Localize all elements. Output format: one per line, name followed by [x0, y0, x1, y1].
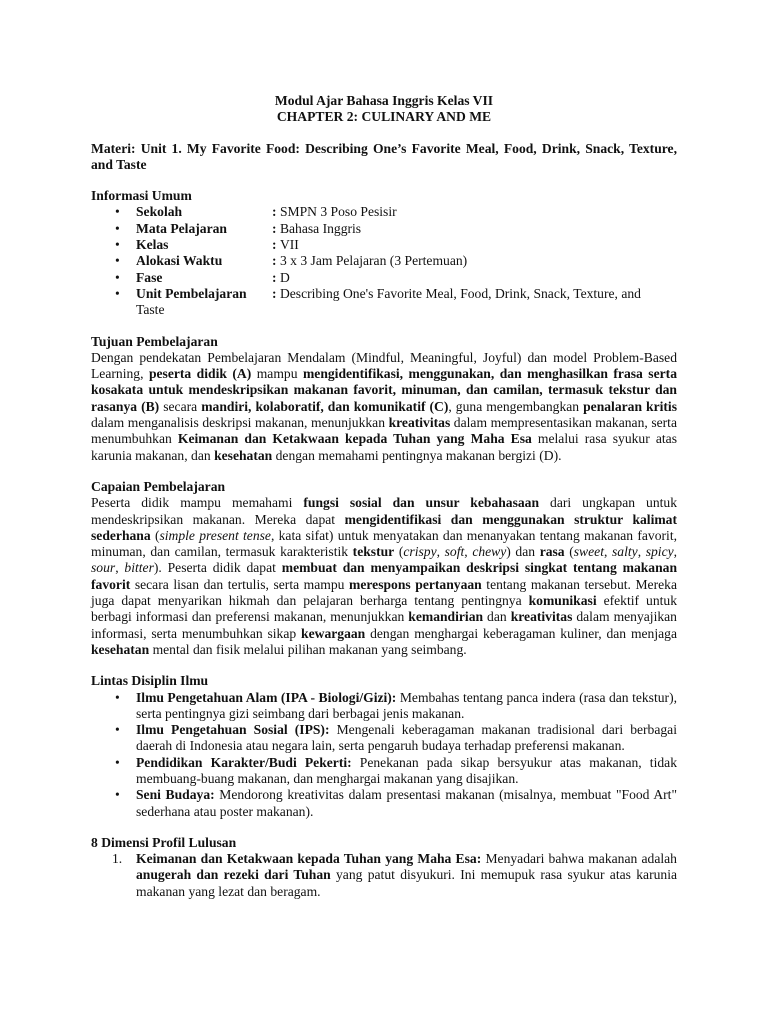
list-item: • Mata Pelajaran : Bahasa Inggris — [91, 221, 677, 237]
info-label: Fase — [136, 269, 163, 285]
info-value: 3 x 3 Jam Pelajaran (3 Pertemuan) — [279, 253, 468, 269]
tujuan-paragraph: Dengan pendekatan Pembelajaran Mendalam (Mindful, Meaningful, Joyful) dan model Problem-Based Learning, peserta didik (A) mampu mengidentifikasi, menggunakan, dan menghasilkan frasa serta kosakata untuk mendeskripsikan makanan favorit, minuman, dan camilan, termasuk tekstur dan rasanya (B) secara mandiri, kolaboratif, dan komunikatif (C), guna mengembangkan penalaran kritis dalam menganalisis deskripsi makanan, menunjukkan kreativitas dalam mempresentasikan makanan, serta menumbuhkan Keimanan dan Ketakwaan kepada Tuhan yang Maha Esa melalui rasa syukur atas karunia makanan, dan kesehatan dengan memahami pentingnya makanan bergizi (D). — [91, 349, 678, 463]
materi-heading: Materi: Unit 1. My Favorite Food: Describing One’s Favorite Meal, Food, Drink, Snack, Texture, and Taste — [91, 140, 677, 172]
list-item: • Seni Budaya: Mendorong kreativitas dalam presentasi makanan (misalnya, membuat "Food Art" sederhana atau poster makanan). — [91, 787, 677, 820]
info-value: Describing One's Favorite Meal, Food, Drink, Snack, Texture, and — [279, 285, 641, 301]
info-value: VII — [279, 237, 299, 253]
list-item: • Ilmu Pengetahuan Sosial (IPS): Mengenali keberagaman makanan tradisional dari berbagai daerah di Indonesia atau negara lain, serta pengaruh budaya terhadap preferensi makanan. — [91, 722, 677, 755]
capaian-heading: Capaian Pembelajaran — [91, 478, 226, 494]
list-item: • Sekolah : SMPN 3 Poso Pesisir — [91, 204, 677, 220]
dimensi-section — [91, 835, 677, 900]
list-item: • Pendidikan Karakter/Budi Pekerti: Penekanan pada sikap bersyukur atas makanan, tidak membuang-buang makanan, dan menghargai makanan yang disajikan. — [91, 755, 677, 788]
informasi-umum-section — [91, 188, 677, 318]
capaian-section — [91, 479, 677, 658]
title-line-2: CHAPTER 2: CULINARY AND ME — [276, 109, 492, 125]
document-title — [91, 93, 677, 126]
info-label: Sekolah — [136, 204, 183, 220]
list-item: • Ilmu Pengetahuan Alam (IPA - Biologi/Gizi): Membahas tentang panca indera (rasa dan tekstur), serta pentingnya gizi seimbang dari berbagai jenis makanan. — [91, 690, 677, 723]
dimensi-heading: 8 Dimensi Profil Lulusan — [91, 834, 237, 850]
list-item: • Fase : D — [91, 270, 677, 286]
info-label: Alokasi Waktu — [136, 253, 223, 269]
info-value: D — [279, 269, 290, 285]
info-label: Mata Pelajaran — [136, 220, 227, 236]
lintas-heading: Lintas Disiplin Ilmu — [91, 673, 209, 689]
informasi-umum-heading: Informasi Umum — [91, 188, 192, 204]
info-value-continued: Taste — [136, 302, 165, 318]
list-item: • Unit Pembelajaran : Describing One's Favorite Meal, Food, Drink, Snack, Texture, and Taste — [91, 286, 677, 319]
info-value: Bahasa Inggris — [279, 220, 362, 236]
tujuan-heading: Tujuan Pembelajaran — [91, 333, 218, 349]
lintas-list — [91, 690, 677, 820]
tujuan-section — [91, 334, 677, 464]
list-item: • Kelas : VII — [91, 237, 677, 253]
dimensi-list — [91, 851, 677, 900]
capaian-paragraph: Peserta didik mampu memahami fungsi sosial dan unsur kebahasaan dari ungkapan untuk mendeskripsikan makanan. Mereka dapat mengidentifikasi dan menggunakan struktur kalimat sederhana (simple present tense, kata sifat) untuk menyatakan dan menanyakan tentang makanan favorit, minuman, dan camilan, termasuk karakteristik tekstur (crispy, soft, chewy) dan rasa (sweet, salty, spicy, sour, bitter). Peserta didik dapat membuat dan menyampaikan deskripsi singkat tentang makanan favorit secara lisan dan tertulis, serta mampu merespons pertanyaan tentang makanan tersebut. Mereka juga dapat menyarikan hikmah dan pelajaran berharga tentang pentingnya komunikasi efektif untuk berbagi informasi dan preferensi makanan, menunjukkan kemandirian dan kreativitas dalam menyajikan informasi, serta menumbuhkan sikap kewargaan dengan menghargai keberagaman kuliner, dan menjaga kesehatan mental dan fisik melalui pilihan makanan yang seimbang. — [91, 495, 678, 657]
title-line-1: Modul Ajar Bahasa Inggris Kelas VII — [274, 93, 494, 108]
info-value: SMPN 3 Poso Pesisir — [279, 204, 397, 220]
informasi-umum-list — [91, 204, 677, 318]
list-item: 1. Keimanan dan Ketakwaan kepada Tuhan yang Maha Esa: Menyadari bahwa makanan adalah anugerah dan rezeki dari Tuhan yang patut disyukuri. Ini memupuk rasa syukur atas karunia makanan yang lezat dan beragam. — [112, 851, 678, 899]
lintas-section — [91, 673, 677, 820]
list-item: • Alokasi Waktu : 3 x 3 Jam Pelajaran (3 Pertemuan) — [91, 253, 677, 269]
info-label: Kelas — [136, 237, 169, 253]
info-label: • Unit Pembelajaran — [136, 285, 247, 301]
